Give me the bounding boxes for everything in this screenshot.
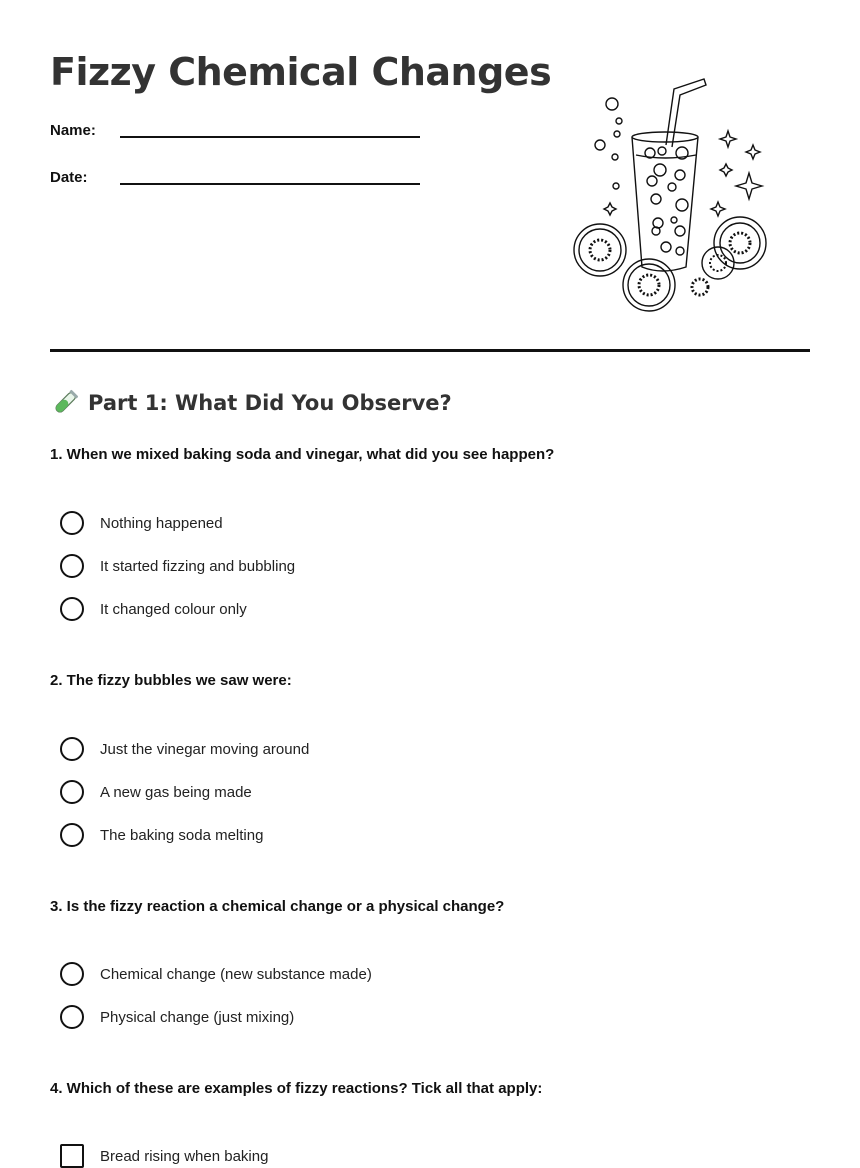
date-write-line[interactable]: [120, 183, 420, 185]
date-field: [50, 169, 120, 186]
option-label: The baking soda melting: [100, 826, 264, 844]
name-label: Name:: [50, 122, 96, 139]
option-label: Bread rising when baking: [100, 1147, 269, 1165]
date-label: Date:: [50, 169, 88, 186]
radio-circle[interactable]: [60, 554, 84, 578]
radio-circle[interactable]: [60, 823, 84, 847]
radio-circle[interactable]: [60, 780, 84, 804]
q3-option-2[interactable]: [60, 1005, 294, 1029]
option-label: Chemical change (new substance made): [100, 965, 372, 983]
checkbox[interactable]: [60, 1144, 84, 1168]
q2-option-1[interactable]: [60, 737, 309, 761]
question-2: 2. The fizzy bubbles we saw were:: [50, 672, 292, 689]
question-4: 4. Which of these are examples of fizzy reactions? Tick all that apply:: [50, 1080, 543, 1097]
option-label: It changed colour only: [100, 600, 247, 618]
option-label: Nothing happened: [100, 514, 223, 532]
option-label: Just the vinegar moving around: [100, 740, 310, 758]
q1-option-1[interactable]: [60, 511, 223, 535]
part-1-heading-text: Part 1: What Did You Observe?: [88, 391, 452, 415]
question-3: 3. Is the fizzy reaction a chemical change or a physical change?: [50, 898, 505, 915]
part-1-heading: [50, 388, 452, 418]
q1-option-3[interactable]: [60, 597, 247, 621]
option-label: It started fizzing and bubbling: [100, 557, 296, 575]
name-write-line[interactable]: [120, 136, 420, 138]
radio-circle[interactable]: [60, 511, 84, 535]
q2-option-3[interactable]: [60, 823, 263, 847]
radio-circle[interactable]: [60, 597, 84, 621]
q3-option-1[interactable]: [60, 962, 372, 986]
question-1: 1. When we mixed baking soda and vinegar, what did you see happen?: [50, 446, 555, 463]
q1-option-2[interactable]: [60, 554, 295, 578]
option-label: A new gas being made: [100, 783, 252, 801]
q4-option-1[interactable]: [60, 1144, 268, 1168]
radio-circle[interactable]: [60, 737, 84, 761]
section-divider: [50, 349, 810, 352]
test-tube-icon: [50, 388, 80, 418]
q2-option-2[interactable]: [60, 780, 252, 804]
radio-circle[interactable]: [60, 962, 84, 986]
radio-circle[interactable]: [60, 1005, 84, 1029]
worksheet-title: Fizzy Chemical Changes: [50, 50, 552, 94]
option-label: Physical change (just mixing): [100, 1008, 295, 1026]
fizzy-drink-illustration: [570, 75, 780, 315]
name-field: [50, 122, 120, 139]
